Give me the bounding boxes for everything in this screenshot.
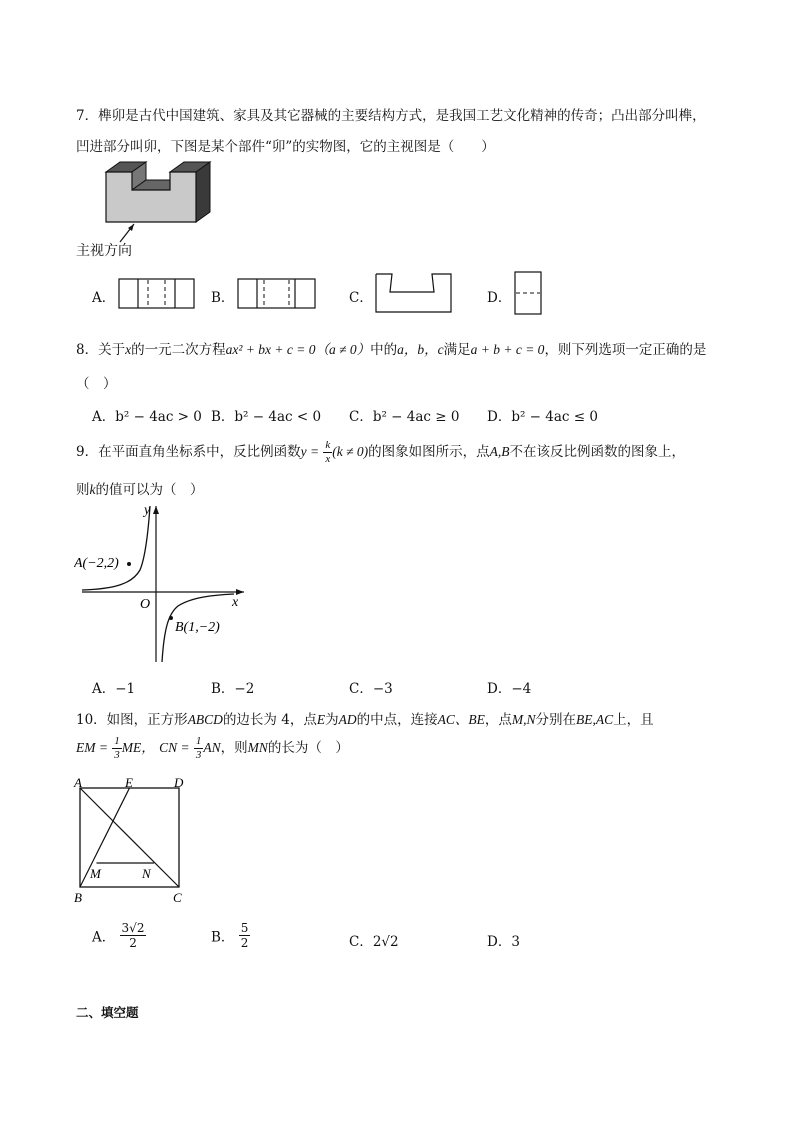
q10-option-c-value: 2√2 [372, 934, 399, 950]
q10-cond2-den: 3 [195, 749, 202, 761]
q10-label-m: M [90, 866, 101, 881]
q10-cond2-num: 1 [195, 735, 202, 747]
q10-segs: BE,AC [575, 712, 614, 727]
q10-label-c: C [173, 890, 182, 905]
q8-condition: a + b + c = 0 [470, 342, 545, 357]
q7-option-a-label: A． [92, 290, 116, 306]
q8-stem-mid2: 中的 [370, 342, 398, 358]
q10-label-b: B [74, 890, 82, 905]
q9-var-k: k [89, 482, 96, 497]
q7-option-c-view [374, 272, 454, 314]
q10-option-a-label: A． [92, 929, 116, 946]
q8-equation: ax² + bx + c = 0（a ≠ 0） [225, 342, 371, 357]
q10-stem-line1 [76, 708, 654, 728]
q7-option-b[interactable] [211, 286, 234, 306]
q10-stem-e: ，点 [484, 712, 512, 728]
q7-option-b-label: B． [211, 290, 235, 306]
q10-pts-mn: M,N [511, 712, 536, 727]
q9-point-a-label: A(−2,2) [74, 556, 119, 571]
q9-x-label: x [232, 595, 239, 610]
q8-stem-suffix: ，则下列选项一定正确的是 [544, 342, 707, 358]
q9-point-a-dot [127, 562, 131, 566]
q7-option-b-view [237, 278, 317, 310]
q9-stem-line1 [76, 440, 685, 465]
q10-option-a-den: 2 [129, 936, 137, 950]
q10-seg-mn: MN [247, 740, 268, 755]
q10-option-b-fraction [239, 922, 251, 949]
q7-option-d-view [513, 270, 545, 316]
q9-option-c[interactable]: C．−3 [349, 681, 393, 697]
q10-option-b-label: B． [211, 929, 235, 946]
q10-option-d-label: D． [487, 934, 512, 950]
q7-stem-line2: 凹进部分叫卯，下图是某个部件“卯”的实物图，它的主视图是（ ） [76, 139, 495, 155]
q10-cond1-lhs: EM = [76, 740, 108, 755]
q8-option-a[interactable]: A．b² − 4ac > 0 [92, 409, 202, 425]
q8-var-x: x [125, 342, 132, 357]
q9-func-cond: (k ≠ 0) [332, 444, 369, 459]
q10-stem-f: 分别在 [535, 712, 576, 728]
q8-stem-mid1: 的一元二次方程 [131, 342, 226, 358]
q7-option-c-label: C． [349, 290, 373, 306]
q10-cond1-den: 3 [114, 749, 120, 761]
q10-square-figure [70, 778, 200, 908]
q8-option-b[interactable]: B．b² − 4ac < 0 [211, 409, 322, 425]
q10-label-e: E [125, 778, 133, 790]
q10-cond2-rhs: AN [203, 740, 221, 755]
q9-curve-quadrant2 [82, 506, 150, 590]
q8-stem-mid3: 满足 [443, 342, 471, 358]
q10-seg-ad: AD [338, 712, 357, 727]
q10-option-a-fraction [120, 922, 147, 949]
q9-stem-prefix: 9．在平面直角坐标系中，反比例函数 [76, 444, 301, 460]
q8-answer-paren: （ ） [76, 376, 117, 392]
q10-seg-ac-be: AC、BE [437, 712, 485, 727]
q7-option-d-label: D． [487, 290, 512, 306]
q10-square: ABCD [187, 712, 223, 727]
q10-option-c[interactable] [349, 930, 399, 950]
section-2-title: 二、填空题 [76, 1005, 139, 1020]
q9-line2-suffix: 的值可以为（ ） [95, 482, 204, 498]
q9-func-lhs: y = [300, 444, 320, 459]
q9-frac-den: x [325, 453, 331, 465]
q9-frac-num: k [325, 439, 331, 451]
q9-graph [74, 500, 254, 670]
q7-option-a-view [118, 278, 196, 310]
q10-label-n: N [142, 866, 151, 881]
q9-option-a[interactable]: A．−1 [92, 681, 136, 697]
q10-stem-a: 10．如图，正方形 [76, 712, 188, 728]
q9-point-b-label: B(1,−2) [175, 620, 220, 635]
q10-stem-c: 为 [325, 712, 339, 728]
q9-stem-line2 [76, 478, 204, 498]
q10-option-d[interactable] [487, 930, 520, 950]
q10-label-d: D [174, 778, 184, 790]
q8-stem-line1 [76, 338, 706, 358]
q10-option-b-den: 2 [240, 936, 249, 950]
q10-cond1-num: 1 [114, 735, 120, 747]
q10-line2-mid: ，则 [220, 740, 248, 756]
q10-cond1-fraction [112, 736, 122, 761]
q9-option-d[interactable]: D．−4 [487, 681, 532, 697]
q9-option-b[interactable]: B．−2 [211, 681, 255, 697]
q10-option-d-value: 3 [511, 934, 520, 950]
q7-figure-caption: 主视方向 [76, 243, 132, 259]
q7-option-c[interactable] [349, 286, 373, 306]
q9-line2-prefix: 则 [76, 482, 90, 498]
q10-option-a-num: 3√2 [121, 921, 145, 935]
q10-option-b[interactable] [211, 922, 250, 949]
q10-line2-suffix: 的长为（ ） [267, 740, 349, 756]
q7-stem-line1: 7．榫卯是古代中国建筑、家具及其它器械的主要结构方式，是我国工艺文化精神的传奇；凸出部分叫榫， [76, 108, 706, 124]
q10-cond1-rhs: ME， [121, 740, 155, 755]
q10-stem-g: 上，且 [613, 712, 654, 728]
q10-segment-be [80, 788, 130, 887]
q9-y-label: y [144, 503, 151, 518]
q10-stem-line2 [76, 736, 349, 761]
q7-option-d[interactable] [487, 286, 511, 306]
q8-option-d[interactable]: D．b² − 4ac ≤ 0 [487, 409, 598, 425]
q9-point-b-dot [169, 616, 173, 620]
q9-func-fraction [323, 440, 332, 465]
q10-stem-d: 的中点，连接 [356, 712, 438, 728]
q8-stem-prefix: 8．关于 [76, 342, 126, 358]
q8-vars-abc: a，b，c [397, 342, 444, 357]
q10-cond2-lhs: CN = [159, 740, 190, 755]
q10-option-c-label: C． [349, 934, 373, 950]
q10-option-b-num: 5 [240, 921, 249, 935]
q9-stem-mid: 的图象如图所示，点 [368, 444, 490, 460]
q10-pt-e: E [316, 712, 326, 727]
q7-option-a[interactable] [92, 286, 115, 306]
q10-stem-b: 的边长为 4，点 [222, 712, 317, 728]
q10-cond2-fraction [194, 736, 204, 761]
q10-option-a[interactable] [92, 922, 146, 949]
q9-stem-suffix: 不在该反比例函数的图象上， [509, 444, 686, 460]
q8-option-c[interactable]: C．b² − 4ac ≥ 0 [349, 409, 460, 425]
q10-label-a: A [74, 778, 82, 790]
q9-origin-label: O [140, 597, 151, 612]
q9-points-ab: A,B [489, 444, 510, 459]
